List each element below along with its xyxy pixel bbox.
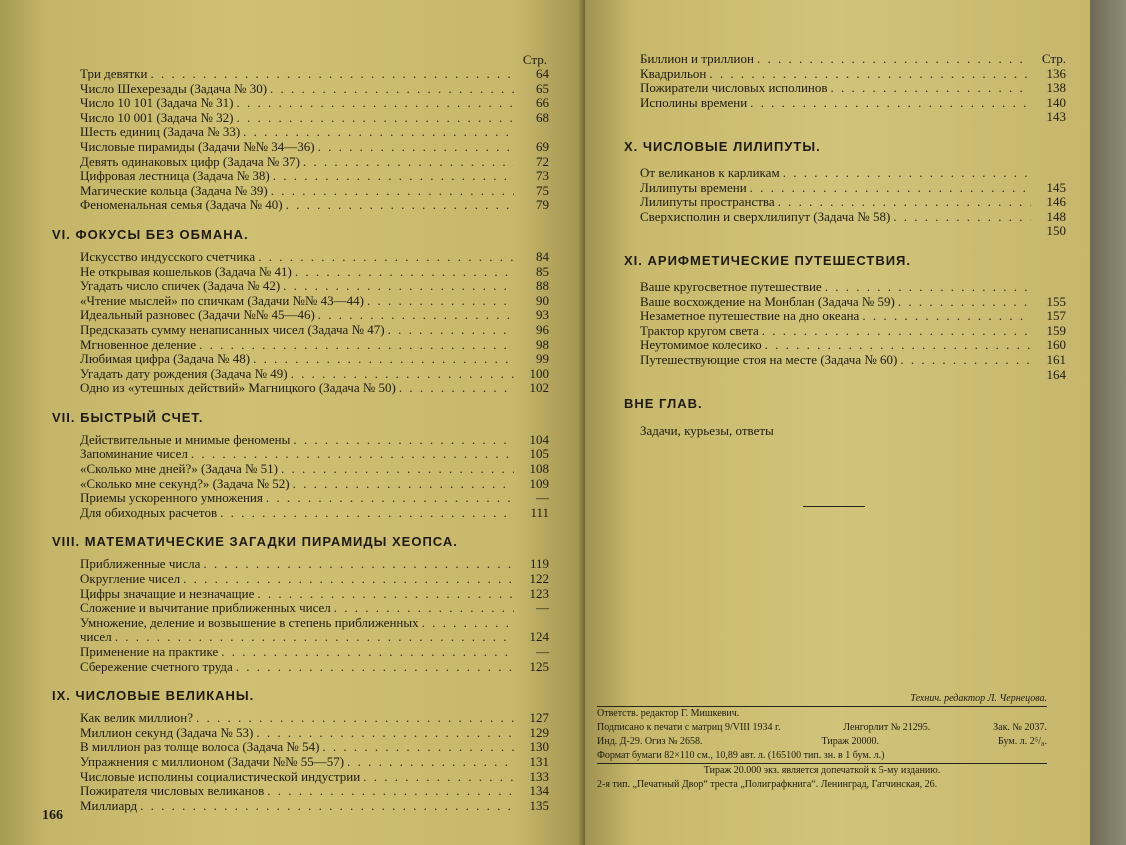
toc-entry-title: Девять одинаковых цифр (Задача № 37) bbox=[80, 153, 300, 169]
toc-entry-page: 148 bbox=[1046, 208, 1066, 224]
toc-entry-page: 123 bbox=[529, 585, 549, 601]
reprint-note: Тираж 20.000 экз. является допечаткой к 5-му изданию. bbox=[597, 763, 1047, 778]
toc-entry-page: 84 bbox=[536, 248, 549, 264]
toc-entry-title: Одно из «утешных действий» Магницкого (Задача № 50) bbox=[80, 380, 396, 396]
toc-entry-page: 72 bbox=[536, 153, 549, 169]
dot-leader bbox=[750, 181, 1031, 196]
toc-entry bbox=[80, 740, 549, 755]
signed: Подписано к печати с матриц 9/VIII 1934 г. bbox=[597, 722, 781, 733]
toc-entry bbox=[80, 184, 549, 199]
toc-entry-page: 133 bbox=[529, 768, 549, 784]
toc-entry bbox=[640, 224, 1066, 239]
toc-entry bbox=[80, 462, 549, 477]
dot-leader bbox=[115, 630, 514, 645]
toc-entry-page: 85 bbox=[536, 263, 549, 279]
toc-entry bbox=[80, 587, 549, 602]
toc-entry-title: Искусство индусского счетчика bbox=[80, 248, 256, 264]
dot-leader bbox=[286, 198, 514, 213]
tech-editor: Технич. редактор Л. Чернецова. bbox=[910, 693, 1047, 704]
toc-entry bbox=[80, 381, 549, 396]
dot-leader bbox=[363, 770, 514, 785]
lengorlit: Ленгорлит № 21295. bbox=[843, 722, 931, 733]
toc-entry bbox=[80, 111, 549, 126]
toc-entry-title: Предсказать сумму ненаписанных чисел (Задача № 47) bbox=[80, 321, 385, 337]
dot-leader bbox=[831, 81, 1031, 96]
dot-leader bbox=[295, 265, 514, 280]
toc-entry-page: 65 bbox=[536, 80, 549, 96]
toc-entry bbox=[80, 323, 549, 338]
toc-entry bbox=[80, 367, 549, 382]
toc-entry bbox=[80, 660, 549, 675]
page-label: Стр. bbox=[522, 52, 547, 67]
toc-entry bbox=[640, 166, 1066, 181]
dot-leader bbox=[183, 572, 514, 587]
toc-entry bbox=[640, 338, 1066, 353]
format: Формат бумаги 82×110 см., 10,89 авт. л. (165100 тип. зн. в 1 бум. л.) bbox=[597, 750, 885, 761]
dot-leader bbox=[266, 491, 514, 506]
dot-leader bbox=[270, 82, 514, 97]
dot-leader bbox=[281, 462, 514, 477]
toc-entry-page: 146 bbox=[1046, 194, 1066, 210]
toc-entry-title: Число 10 101 (Задача № 31) bbox=[80, 95, 234, 111]
toc-entry-page: 157 bbox=[1046, 308, 1066, 324]
toc-entry-title: Неутомимое колесико bbox=[640, 337, 762, 353]
dot-leader bbox=[388, 323, 514, 338]
toc-entry-title: «Сколько мне секунд?» (Задача № 52) bbox=[80, 475, 290, 491]
toc-entry-page: — bbox=[536, 644, 549, 659]
toc-entry-page: 66 bbox=[536, 95, 549, 111]
toc-entry-page: 90 bbox=[536, 292, 549, 308]
toc-entry bbox=[80, 169, 549, 184]
dot-leader bbox=[221, 645, 514, 660]
toc-entry-page: 69 bbox=[536, 138, 549, 154]
dot-leader bbox=[220, 506, 514, 521]
toc-entry-page: 150 bbox=[1046, 223, 1066, 239]
toc-entry bbox=[80, 198, 549, 213]
toc-entry bbox=[80, 572, 549, 587]
page-number: 166 bbox=[42, 808, 63, 823]
dot-leader bbox=[253, 352, 514, 367]
toc-entry bbox=[80, 755, 549, 770]
dot-leader bbox=[783, 166, 1031, 181]
toc-entry bbox=[80, 601, 549, 616]
toc-entry-page: 135 bbox=[529, 797, 549, 813]
toc-entry bbox=[80, 155, 549, 170]
toc-entry-page: 68 bbox=[536, 109, 549, 125]
dot-leader bbox=[367, 294, 514, 309]
extra-line: Задачи, курьезы, ответы bbox=[640, 423, 774, 439]
imprint-block bbox=[597, 692, 1047, 792]
toc-entry-page: 108 bbox=[529, 461, 549, 477]
toc-entry-page: — bbox=[536, 490, 549, 506]
dot-leader bbox=[825, 280, 1031, 295]
toc-intro-list bbox=[80, 67, 549, 213]
toc-sections bbox=[52, 226, 549, 813]
toc-entry-title: Магические кольца (Задача № 39) bbox=[80, 182, 268, 198]
dot-leader bbox=[150, 67, 514, 82]
order: Зак. № 2037. bbox=[993, 722, 1047, 733]
toc-entry-page: 64 bbox=[536, 66, 549, 81]
toc-entry-title: Сверхисполин и сверхлилипут (Задача № 58) bbox=[640, 208, 891, 224]
toc-entry-title: Умножение, деление и возвышение в степень приближенных bbox=[80, 614, 419, 630]
toc-entry-page: 124 bbox=[529, 629, 549, 645]
toc-entry bbox=[80, 645, 549, 660]
imprint-row bbox=[597, 735, 1047, 749]
toc-entry-title: В миллион раз толще волоса (Задача № 54) bbox=[80, 739, 320, 755]
toc-entry bbox=[640, 210, 1066, 225]
toc-entry-title: Ваше кругосветное путешествие bbox=[640, 278, 822, 294]
toc-entry-title: «Сколько мне дней?» (Задача № 51) bbox=[80, 461, 279, 477]
toc-entry-page: 136 bbox=[1046, 65, 1066, 81]
toc-entry-title: Идеальный разновес (Задачи №№ 45—46) bbox=[80, 307, 315, 323]
toc-entry bbox=[80, 447, 549, 462]
toc-entry-page: 96 bbox=[536, 321, 549, 337]
dot-leader bbox=[191, 447, 514, 462]
dot-leader bbox=[757, 52, 1031, 67]
dot-leader bbox=[236, 111, 514, 126]
dot-leader bbox=[322, 740, 514, 755]
toc-entry-title: Применение на практике bbox=[80, 644, 219, 659]
toc-entry-page: 119 bbox=[529, 556, 549, 572]
toc-entry bbox=[80, 506, 549, 521]
toc-entry bbox=[80, 477, 549, 492]
toc-entry-page: 161 bbox=[1046, 351, 1066, 367]
toc-intro-list bbox=[640, 52, 1066, 125]
resp-editor: Ответств. редактор Г. Мишкевич. bbox=[597, 706, 1047, 721]
toc-entry bbox=[640, 110, 1066, 125]
toc-entry-title: Три девятки bbox=[80, 66, 148, 81]
dot-leader bbox=[900, 353, 1031, 368]
toc-entry-page: 75 bbox=[536, 182, 549, 198]
toc-entry-page: 138 bbox=[1046, 80, 1066, 96]
dot-leader bbox=[236, 96, 514, 111]
toc-entry-title: Феноменальная семья (Задача № 40) bbox=[80, 197, 283, 213]
toc-entry-title: Цифры значащие и незначащие bbox=[80, 585, 255, 601]
toc-entry-title: Как велик миллион? bbox=[80, 710, 194, 726]
dot-leader bbox=[318, 308, 514, 323]
dot-leader bbox=[898, 295, 1031, 310]
toc-entry bbox=[80, 726, 549, 741]
toc-entry bbox=[80, 433, 549, 448]
toc-entry-page: 109 bbox=[529, 475, 549, 491]
table-surface bbox=[1090, 0, 1126, 845]
toc-entry bbox=[640, 353, 1066, 368]
toc-entry-page: 125 bbox=[529, 658, 549, 674]
toc-entry bbox=[80, 82, 549, 97]
toc-entry-title: Квадрильон bbox=[640, 65, 707, 81]
toc-entry-page: 159 bbox=[1046, 322, 1066, 338]
toc-entry bbox=[80, 711, 549, 726]
toc-entry bbox=[80, 96, 549, 111]
toc-entry bbox=[80, 250, 549, 265]
toc-entry-page: 127 bbox=[529, 710, 549, 726]
dot-leader bbox=[422, 616, 514, 631]
toc-entry bbox=[640, 81, 1066, 96]
dot-leader bbox=[258, 250, 514, 265]
toc-entry-page: 100 bbox=[529, 365, 549, 381]
dot-leader bbox=[236, 660, 514, 675]
toc-entry-title: Для обиходных расчетов bbox=[80, 504, 218, 520]
toc-entry bbox=[640, 181, 1066, 196]
dot-leader bbox=[243, 125, 514, 140]
toc-entry-title: Мгновенное деление bbox=[80, 336, 197, 352]
dot-leader bbox=[893, 210, 1031, 225]
toc-entry-title: чисел bbox=[80, 629, 112, 645]
toc-entry bbox=[640, 368, 1066, 383]
toc-entry-page: 140 bbox=[1046, 94, 1066, 110]
dot-leader bbox=[196, 711, 514, 726]
toc-entry-title: Числовые исполины социалистической индустрии bbox=[80, 768, 361, 784]
toc-entry-title: Ваше восхождение на Монблан (Задача № 59) bbox=[640, 293, 895, 309]
toc-entry-title: Не открывая кошельков (Задача № 41) bbox=[80, 263, 292, 279]
imprint-row bbox=[597, 721, 1047, 735]
right-page bbox=[585, 0, 1090, 845]
toc-entry-page: 73 bbox=[536, 168, 549, 184]
toc-entry-title: Число 10 001 (Задача № 32) bbox=[80, 109, 234, 125]
toc-entry bbox=[80, 784, 549, 799]
toc-entry-title: Исполины времени bbox=[640, 94, 748, 110]
dot-leader bbox=[750, 96, 1031, 111]
dot-leader bbox=[765, 338, 1031, 353]
toc-entry-title: Сбережение счетного труда bbox=[80, 658, 233, 674]
section-title: ВНЕ ГЛАВ. bbox=[624, 396, 703, 412]
toc-entry-page: 134 bbox=[529, 783, 549, 799]
toc-entry-page: 155 bbox=[1046, 293, 1066, 309]
dot-leader bbox=[303, 155, 514, 170]
section-title: X. ЧИСЛОВЫЕ ЛИЛИПУТЫ. bbox=[624, 138, 821, 154]
toc-entry-page: 143 bbox=[1046, 109, 1066, 125]
dot-leader bbox=[257, 587, 514, 602]
dot-leader bbox=[271, 184, 514, 199]
toc-entry-title: Миллион секунд (Задача № 53) bbox=[80, 724, 254, 740]
dot-leader bbox=[293, 433, 514, 448]
toc-entry-page: 99 bbox=[536, 351, 549, 367]
toc-entry-title: Пожиратели числовых исполинов bbox=[640, 80, 828, 96]
toc-entry-page: — bbox=[536, 600, 549, 616]
toc-entry-title: Незаметное путешествие на дно океана bbox=[640, 308, 860, 324]
toc-entry-page: 93 bbox=[536, 307, 549, 323]
section-title: IX. ЧИСЛОВЫЕ ВЕЛИКАНЫ. bbox=[52, 688, 255, 704]
toc-entry bbox=[640, 280, 1066, 295]
toc-entry bbox=[80, 67, 549, 82]
section-title: VI. ФОКУСЫ БЕЗ ОБМАНА. bbox=[52, 226, 249, 242]
toc-entry-title: Путешествующие стоя на месте (Задача № 60) bbox=[640, 351, 898, 367]
toc-entry-title: Трактор кругом света bbox=[640, 322, 759, 338]
dot-leader bbox=[347, 755, 514, 770]
toc-entry-page: 79 bbox=[536, 197, 549, 213]
toc-entry-page: 111 bbox=[530, 504, 549, 520]
toc-entry bbox=[80, 352, 549, 367]
toc-entry bbox=[80, 265, 549, 280]
toc-entry-page: 160 bbox=[1046, 337, 1066, 353]
toc-entry bbox=[80, 557, 549, 572]
toc-entry bbox=[640, 195, 1066, 210]
toc-entry-title: Приближенные числа bbox=[80, 556, 201, 572]
dot-leader bbox=[140, 799, 514, 814]
dot-leader bbox=[283, 279, 514, 294]
toc-entry bbox=[80, 125, 549, 140]
toc-entry-title: Шесть единиц (Задача № 33) bbox=[80, 124, 241, 140]
toc-entry bbox=[640, 295, 1066, 310]
toc-entry bbox=[80, 308, 549, 323]
dot-leader bbox=[273, 169, 514, 184]
toc-entry-title: «Чтение мыслей» по спичкам (Задачи №№ 43—44) bbox=[80, 292, 364, 308]
toc-entry-page: 105 bbox=[529, 446, 549, 462]
dot-leader bbox=[778, 195, 1031, 210]
toc-entry bbox=[640, 96, 1066, 111]
toc-entry-page: 102 bbox=[529, 380, 549, 396]
toc-entry-title: Цифровая лестница (Задача № 38) bbox=[80, 168, 270, 184]
toc-entry-page: 98 bbox=[536, 336, 549, 352]
toc-entry-page: 145 bbox=[1046, 179, 1066, 195]
toc-entry bbox=[80, 799, 549, 814]
toc-entry-title: Числовые пирамиды (Задачи №№ 34—36) bbox=[80, 138, 315, 154]
toc-entry-title: Упражнения с миллионом (Задачи №№ 55—57) bbox=[80, 753, 345, 769]
toc-entry-title: Число Шехерезады (Задача № 30) bbox=[80, 80, 268, 96]
dot-leader bbox=[203, 557, 514, 572]
toc-entry-title: Сложение и вычитание приближенных чисел bbox=[80, 600, 331, 616]
toc-entry-page: 88 bbox=[536, 278, 549, 294]
toc-entry bbox=[80, 279, 549, 294]
toc-entry-title: Пожирателя числовых великанов bbox=[80, 783, 265, 799]
toc-entry bbox=[640, 67, 1066, 82]
divider-rule bbox=[803, 506, 865, 507]
toc-entry bbox=[80, 616, 549, 631]
section-title: XI. АРИФМЕТИЧЕСКИЕ ПУТЕШЕСТВИЯ. bbox=[624, 252, 912, 268]
toc-entry-page: 122 bbox=[529, 571, 549, 587]
toc-entry bbox=[80, 294, 549, 309]
toc-entry-page: 164 bbox=[1046, 366, 1066, 382]
printer: 2-я тип. „Печатный Двор“ треста „Полиграфкнига“. Ленинград, Гатчинская, 26. bbox=[597, 779, 938, 790]
dot-leader bbox=[291, 367, 514, 382]
toc-entry bbox=[80, 770, 549, 785]
toc-entry-title: Лилипуты времени bbox=[640, 179, 747, 195]
dot-leader bbox=[318, 140, 514, 155]
toc-entry bbox=[80, 630, 549, 645]
toc-entry-title: Биллион и триллион bbox=[640, 51, 754, 66]
toc-entry bbox=[640, 309, 1066, 324]
toc-entry-title: От великанов к карликам bbox=[640, 164, 780, 180]
dot-leader bbox=[399, 381, 514, 396]
toc-entry-title: Запоминание чисел bbox=[80, 446, 188, 462]
toc-entry-title: Любимая цифра (Задача № 48) bbox=[80, 351, 251, 367]
section-title: VII. БЫСТРЫЙ СЧЕТ. bbox=[52, 409, 204, 425]
index: Инд. Д-29. Огиз № 2658. bbox=[597, 736, 703, 747]
toc-sections bbox=[624, 138, 1066, 412]
page-label: Стр. bbox=[1041, 51, 1066, 66]
dot-leader bbox=[256, 726, 514, 741]
toc-entry-title: Угадать дату рождения (Задача № 49) bbox=[80, 365, 288, 381]
toc-entry-title: Действительные и мнимые феномены bbox=[80, 431, 291, 447]
toc-entry bbox=[640, 52, 1066, 67]
dot-leader bbox=[199, 338, 514, 353]
run: Тираж 20000. bbox=[821, 736, 880, 747]
toc-entry-title: Угадать число спичек (Задача № 42) bbox=[80, 278, 281, 294]
toc-entry bbox=[640, 324, 1066, 339]
toc-entry-page: 130 bbox=[529, 739, 549, 755]
dot-leader bbox=[293, 477, 514, 492]
toc-entry-title: Приемы ускоренного умножения bbox=[80, 490, 263, 506]
toc-entry bbox=[80, 140, 549, 155]
dot-leader bbox=[267, 784, 514, 799]
section-title: VIII. МАТЕМАТИЧЕСКИЕ ЗАГАДКИ ПИРАМИДЫ ХЕОПСА. bbox=[52, 534, 458, 550]
toc-entry-page: 104 bbox=[529, 431, 549, 447]
dot-leader bbox=[709, 67, 1031, 82]
dot-leader bbox=[762, 324, 1031, 339]
dot-leader bbox=[334, 601, 514, 616]
dot-leader bbox=[862, 309, 1031, 324]
toc-entry bbox=[80, 491, 549, 506]
toc-entry-title: Миллиард bbox=[80, 797, 138, 813]
toc-entry bbox=[80, 338, 549, 353]
sheets: Бум. л. 2⁵/₈. bbox=[998, 736, 1047, 747]
toc-entry-title: Округление чисел bbox=[80, 571, 181, 587]
toc-entry-title: Лилипуты пространства bbox=[640, 194, 775, 210]
toc-entry-page: 131 bbox=[529, 753, 549, 769]
toc-entry-page: 129 bbox=[529, 724, 549, 740]
